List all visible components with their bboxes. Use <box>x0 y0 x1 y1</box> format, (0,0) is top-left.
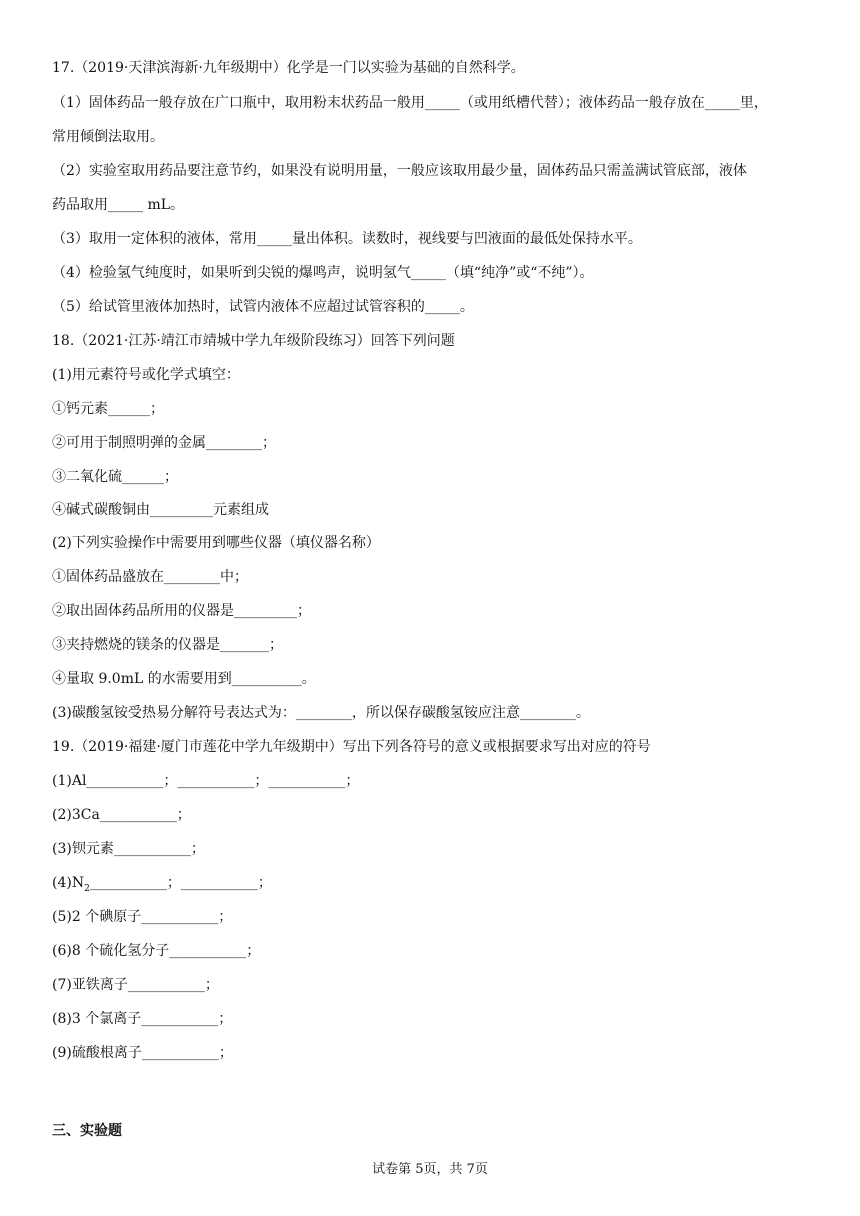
q17-part4: （4）检验氢气纯度时，如果听到尖锐的爆鸣声，说明氢气_____（填“纯净”或“不纯”）。 <box>52 265 594 281</box>
q19-stem: 19.（2019·福建·厦门市莲花中学九年级期中）写出下列各符号的意义或根据要求写出对应的符号 <box>52 739 651 755</box>
q18-a2: ②可用于制照明弹的金属________； <box>52 435 276 451</box>
q17-part3: （3）取用一定体积的液体，常用_____量出体积。读数时，视线要与凹液面的最低处保持水平。 <box>52 231 642 247</box>
q18-sub3: (3)碳酸氢铵受热易分解符号表达式为：________，所以保存碳酸氢铵应注意________。 <box>52 705 590 721</box>
q17-part5: （5）给试管里液体加热时，试管内液体不应超过试管容积的_____。 <box>52 299 474 315</box>
q19-item6: (6)8 个硫化氢分子___________； <box>52 943 261 959</box>
q19-item4-rest: ___________；___________； <box>89 875 272 891</box>
q19-item2: (2)3Ca___________； <box>52 807 191 823</box>
q19-item5: (5)2 个碘原子___________； <box>52 909 233 925</box>
q18-b4: ④量取 9.0mL 的水需要用到__________。 <box>52 671 316 687</box>
q19-item1: (1)Al___________；___________；___________； <box>52 773 360 789</box>
q17-part1-cont: 常用倾倒法取用。 <box>52 129 164 145</box>
q18-b2: ②取出固体药品所用的仪器是_________； <box>52 603 311 619</box>
q18-sub1: (1)用元素符号或化学式填空： <box>52 367 240 383</box>
q19-item3: (3)钡元素___________； <box>52 841 205 857</box>
q17-part1: （1）固体药品一般存放在广口瓶中，取用粉末状药品一般用_____（或用纸槽代替）；液体药品一般存放在_____里， <box>52 95 768 111</box>
q18-sub2: (2)下列实验操作中需要用到哪些仪器（填仪器名称） <box>52 535 380 551</box>
q18-a4: ④碱式碳酸铜由_________元素组成 <box>52 502 269 518</box>
q17-stem: 17.（2019·天津滨海新·九年级期中）化学是一门以实验为基础的自然科学。 <box>52 60 525 76</box>
section-heading-3: 三、实验题 <box>52 1123 122 1139</box>
q18-a3: ③二氧化硫______； <box>52 469 178 485</box>
q18-b1: ①固体药品盛放在________中； <box>52 569 248 585</box>
page-footer: 试卷第 5页，共 7页 <box>372 1162 488 1177</box>
q18-b3: ③夹持燃烧的镁条的仪器是_______； <box>52 637 283 653</box>
q19-item4-subscript: 2 <box>84 883 90 894</box>
q17-part2: （2）实验室取用药品要注意节约，如果没有说明用量，一般应该取用最少量，固体药品只需盖满试管底部，液体 <box>52 163 747 179</box>
q18-stem: 18.（2021·江苏·靖江市靖城中学九年级阶段练习）回答下列问题 <box>52 333 455 349</box>
q19-item9: (9)硫酸根离子___________； <box>52 1045 233 1061</box>
q17-part2-cont: 药品取用_____ mL。 <box>52 197 185 213</box>
q18-a1: ①钙元素______； <box>52 401 164 417</box>
q19-item4-prefix: (4)N <box>52 875 85 891</box>
q19-item4 <box>52 873 812 899</box>
q19-item7: (7)亚铁离子___________； <box>52 977 219 993</box>
q19-item8: (8)3 个氯离子___________； <box>52 1011 233 1027</box>
